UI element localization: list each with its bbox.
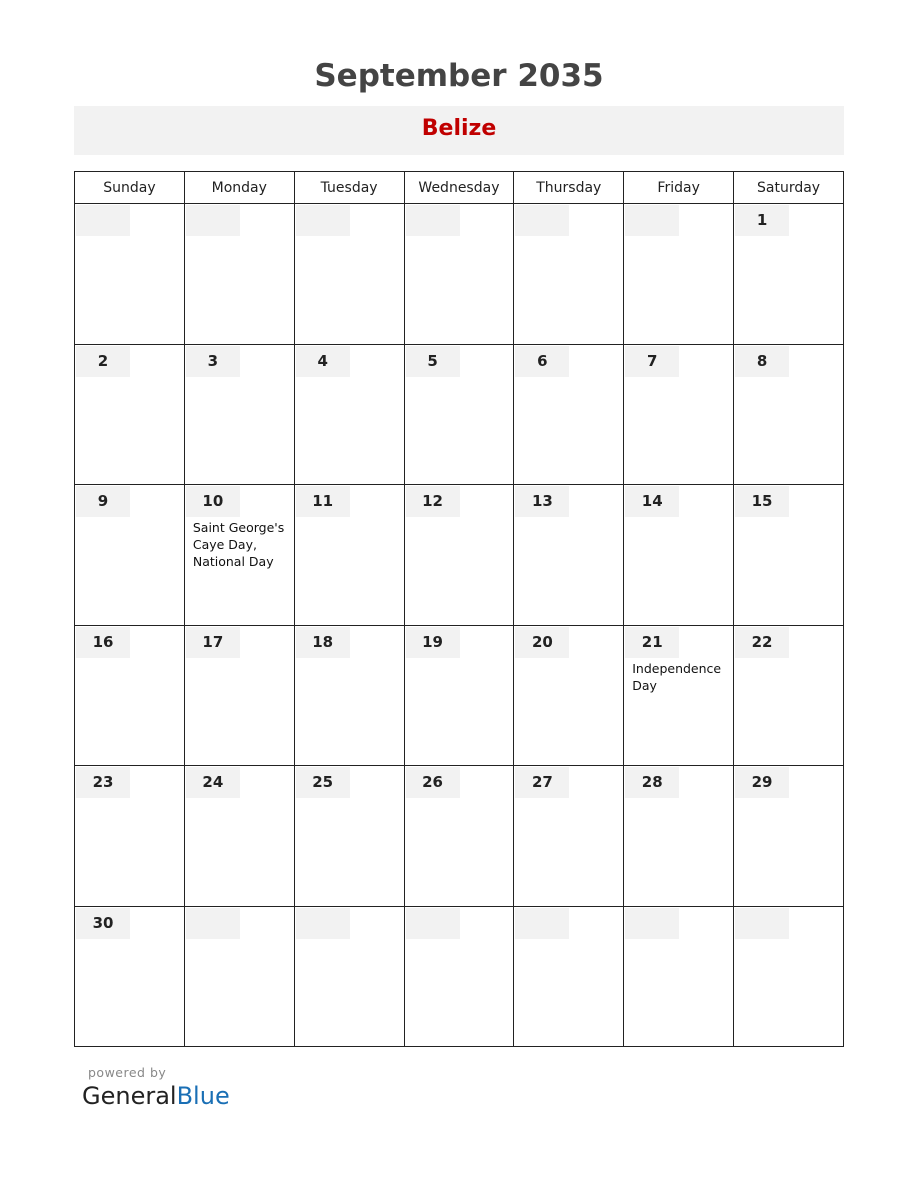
- calendar-title: September 2035: [314, 58, 604, 94]
- day-cell: [294, 204, 404, 345]
- day-number: 21: [625, 627, 679, 658]
- day-number: 8: [735, 346, 789, 377]
- day-number: 11: [296, 486, 350, 517]
- day-cell: [404, 766, 514, 907]
- day-number: 16: [76, 627, 130, 658]
- brand-general: General: [82, 1082, 177, 1110]
- day-number: 1: [735, 205, 789, 236]
- day-cell: [75, 485, 185, 626]
- day-number: 15: [735, 486, 789, 517]
- day-cell: [184, 204, 294, 345]
- day-number: 5: [406, 346, 460, 377]
- day-cell: [734, 344, 844, 485]
- calendar-grid: [74, 171, 844, 1047]
- day-cell: [624, 906, 734, 1047]
- day-cell: [75, 766, 185, 907]
- day-number: 23: [76, 767, 130, 798]
- week-row: [75, 906, 844, 1047]
- day-number: 3: [186, 346, 240, 377]
- day-number: 10: [186, 486, 240, 517]
- weekday-header: Wednesday: [404, 172, 514, 204]
- day-number: 25: [296, 767, 350, 798]
- day-number: [515, 205, 569, 236]
- day-number: 13: [515, 486, 569, 517]
- day-number: [735, 908, 789, 939]
- day-cell: [734, 906, 844, 1047]
- day-number: [515, 908, 569, 939]
- day-number: 29: [735, 767, 789, 798]
- day-cell: [75, 344, 185, 485]
- day-number: 12: [406, 486, 460, 517]
- day-number: 19: [406, 627, 460, 658]
- holiday-label: Saint George's Caye Day, National Day: [192, 520, 285, 569]
- day-cell: [294, 625, 404, 766]
- day-cell: [514, 625, 624, 766]
- week-row: [75, 766, 844, 907]
- day-cell: [75, 906, 185, 1047]
- day-number: 20: [515, 627, 569, 658]
- day-cell: [734, 766, 844, 907]
- week-row: [75, 344, 844, 485]
- day-number: 7: [625, 346, 679, 377]
- week-row: [75, 625, 844, 766]
- day-number: [406, 205, 460, 236]
- day-cell: [624, 766, 734, 907]
- day-number: [296, 908, 350, 939]
- day-cell: [734, 204, 844, 345]
- day-cell: [75, 625, 185, 766]
- day-cell: [184, 625, 294, 766]
- day-number: 17: [186, 627, 240, 658]
- day-number: 27: [515, 767, 569, 798]
- weekday-header: Monday: [184, 172, 294, 204]
- day-cell: [75, 204, 185, 345]
- day-number: [296, 205, 350, 236]
- day-number: 6: [515, 346, 569, 377]
- day-number: 9: [76, 486, 130, 517]
- weekday-header: Sunday: [75, 172, 185, 204]
- day-number: 22: [735, 627, 789, 658]
- day-cell: [184, 344, 294, 485]
- day-cell: [624, 204, 734, 345]
- day-number: 2: [76, 346, 130, 377]
- day-cell: [294, 485, 404, 626]
- day-cell: [184, 906, 294, 1047]
- weekday-header: Tuesday: [294, 172, 404, 204]
- day-cell: [404, 906, 514, 1047]
- day-number: 30: [76, 908, 130, 939]
- day-number: 14: [625, 486, 679, 517]
- day-cell: [624, 625, 734, 766]
- generalblue-logo[interactable]: [82, 1082, 230, 1110]
- day-number: 28: [625, 767, 679, 798]
- day-number: 24: [186, 767, 240, 798]
- day-cell: [514, 766, 624, 907]
- day-number: [186, 205, 240, 236]
- day-number: [76, 205, 130, 236]
- day-cell: [624, 485, 734, 626]
- weekday-header: Saturday: [734, 172, 844, 204]
- day-number: 4: [296, 346, 350, 377]
- day-cell: [514, 906, 624, 1047]
- weekday-header: Friday: [624, 172, 734, 204]
- week-row: [75, 204, 844, 345]
- day-number: 26: [406, 767, 460, 798]
- day-cell: [404, 344, 514, 485]
- day-number: [186, 908, 240, 939]
- day-number: [406, 908, 460, 939]
- day-cell: [734, 485, 844, 626]
- country-banner: [74, 106, 844, 155]
- weekday-header-row: [75, 172, 844, 204]
- day-cell: [404, 204, 514, 345]
- day-cell: [404, 625, 514, 766]
- day-cell: [734, 625, 844, 766]
- holiday-label: Independence Day: [632, 660, 722, 693]
- day-cell: [514, 485, 624, 626]
- day-cell: [404, 485, 514, 626]
- week-row: [75, 485, 844, 626]
- day-number: [625, 908, 679, 939]
- day-cell: [514, 344, 624, 485]
- day-cell: [294, 906, 404, 1047]
- day-cell: [294, 344, 404, 485]
- country-name: Belize: [421, 116, 497, 141]
- day-number: [625, 205, 679, 236]
- day-cell: [294, 766, 404, 907]
- day-cell: [514, 204, 624, 345]
- weekday-header: Thursday: [514, 172, 624, 204]
- day-cell: [624, 344, 734, 485]
- powered-by-label: powered by: [88, 1065, 167, 1080]
- day-cell: [184, 485, 294, 626]
- brand-blue: Blue: [176, 1082, 230, 1110]
- day-cell: [184, 766, 294, 907]
- day-number: 18: [296, 627, 350, 658]
